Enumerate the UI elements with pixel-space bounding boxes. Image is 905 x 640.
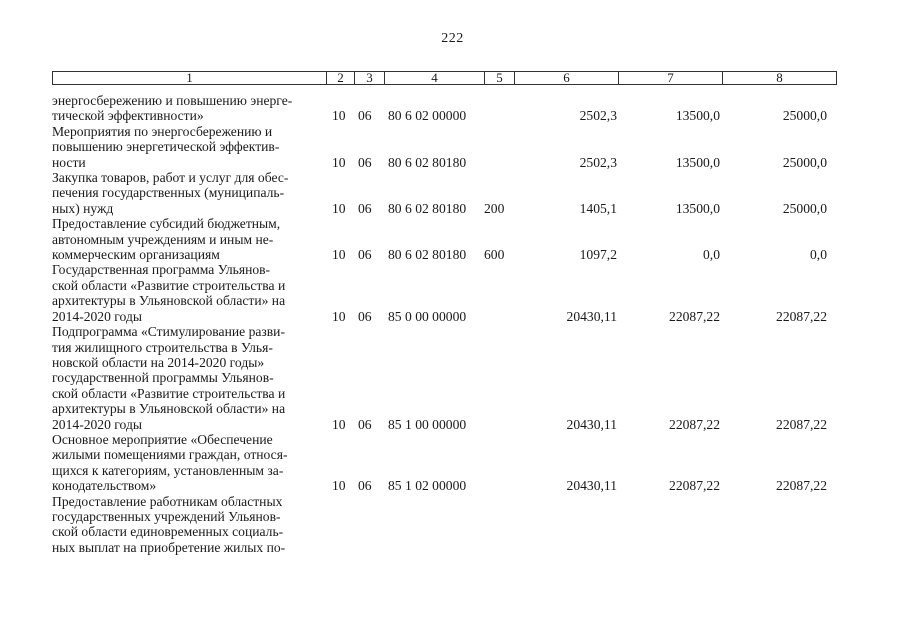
subsection-code: 06 [358, 200, 372, 216]
row-description [52, 124, 326, 170]
description-line: ных выплат на приобретение жилых по- [52, 539, 286, 555]
description-line: новской области на 2014-2020 годы» [52, 354, 265, 370]
amount-year-3: 25000,0 [782, 108, 827, 124]
amount-year-1: 1097,2 [579, 247, 617, 263]
column-header-1: 1 [53, 72, 327, 84]
table-row [52, 432, 837, 494]
subsection-code: 06 [358, 308, 372, 324]
description-line: Основное мероприятие «Обеспечение [52, 431, 273, 447]
description-line: архитектуры в Ульяновской области» на [52, 401, 286, 417]
subsection-code: 06 [358, 154, 372, 170]
amount-year-2: 13500,0 [675, 108, 720, 124]
column-header-8: 8 [776, 70, 783, 85]
target-article-code: 80 6 02 80180 [388, 200, 467, 216]
description-line: архитектуры в Ульяновской области» на [52, 293, 286, 309]
amount-year-2: 22087,22 [669, 478, 720, 494]
target-article-code: 80 6 02 00000 [388, 108, 467, 124]
subsection-code: 06 [358, 247, 372, 263]
description-line: ской области единовременных социаль- [52, 524, 284, 540]
description-line: Закупка товаров, работ и услуг для обес- [52, 170, 289, 186]
description-line: 2014-2020 годы [52, 308, 142, 324]
section-code: 10 [332, 154, 346, 170]
row-description [52, 262, 326, 324]
budget-table-body [52, 93, 837, 555]
table-row [52, 124, 837, 170]
table-row [52, 262, 837, 324]
row-description [52, 93, 326, 124]
description-line: Государственная программа Ульянов- [52, 262, 271, 278]
column-header-5: 5 [485, 72, 515, 84]
column-header-7: 7 [619, 72, 723, 84]
amount-year-3: 25000,0 [782, 200, 827, 216]
column-header-3: 3 [355, 72, 385, 84]
row-description [52, 494, 326, 556]
subsection-code: 06 [358, 108, 372, 124]
description-line: Предоставление субсидий бюджетным, [52, 216, 281, 232]
description-line: повышению энергетической эффектив- [52, 139, 280, 155]
target-article-code: 80 6 02 80180 [388, 247, 467, 263]
amount-year-3: 22087,22 [776, 416, 827, 432]
section-code: 10 [332, 478, 346, 494]
target-article-code: 80 6 02 80180 [388, 154, 467, 170]
table-row [52, 324, 837, 432]
column-header-4: 4 [385, 72, 485, 84]
description-line: государственной программы Ульянов- [52, 370, 274, 386]
column-header-6: 6 [515, 72, 619, 84]
amount-year-1: 20430,11 [566, 308, 617, 324]
target-article-code: 85 1 00 00000 [388, 416, 467, 432]
table-row [52, 216, 837, 262]
expense-type-code: 200 [484, 200, 505, 216]
description-line: печения государственных (муниципаль- [52, 185, 285, 201]
table-row [52, 170, 837, 216]
amount-year-2: 13500,0 [675, 200, 720, 216]
amount-year-3: 25000,0 [782, 154, 827, 170]
description-line: жилыми помещениями граждан, относя- [52, 447, 288, 463]
description-line: тической эффективности» [52, 108, 204, 124]
row-description [52, 432, 326, 494]
amount-year-1: 2502,3 [579, 108, 617, 124]
description-line: автономным учреждениям и иным не- [52, 231, 274, 247]
page-number: 222 [441, 31, 464, 46]
table-row [52, 494, 837, 556]
amount-year-3: 22087,22 [776, 308, 827, 324]
amount-year-2: 0,0 [703, 247, 720, 263]
amount-year-1: 2502,3 [579, 154, 617, 170]
section-code: 10 [332, 416, 346, 432]
description-line: конодательством» [52, 478, 157, 494]
description-line: Мероприятия по энергосбережению и [52, 123, 273, 139]
description-line: государственных учреждений Ульянов- [52, 508, 281, 524]
table-row [52, 93, 837, 124]
description-line: коммерческим организациям [52, 247, 220, 263]
row-description [52, 170, 326, 216]
target-article-code: 85 0 00 00000 [388, 308, 467, 324]
table-header-row [52, 71, 837, 85]
section-code: 10 [332, 108, 346, 124]
amount-year-3: 0,0 [810, 247, 827, 263]
description-line: щихся к категориям, установленным за- [52, 462, 284, 478]
description-line: 2014-2020 годы [52, 416, 142, 432]
amount-year-2: 22087,22 [669, 416, 720, 432]
amount-year-1: 20430,11 [566, 478, 617, 494]
description-line: Предоставление работникам областных [52, 493, 283, 509]
description-line: Подпрограмма «Стимулирование разви- [52, 324, 285, 340]
amount-year-2: 13500,0 [675, 154, 720, 170]
row-description [52, 216, 326, 262]
target-article-code: 85 1 02 00000 [388, 478, 467, 494]
subsection-code: 06 [358, 478, 372, 494]
expense-type-code: 600 [484, 247, 505, 263]
amount-year-1: 1405,1 [579, 200, 617, 216]
amount-year-2: 22087,22 [669, 308, 720, 324]
column-header-2: 2 [327, 72, 355, 84]
section-code: 10 [332, 247, 346, 263]
description-line: ности [52, 154, 86, 170]
section-code: 10 [332, 308, 346, 324]
description-line: ской области «Развитие строительства и [52, 385, 286, 401]
section-code: 10 [332, 200, 346, 216]
row-description [52, 324, 326, 432]
amount-year-1: 20430,11 [566, 416, 617, 432]
description-line: ных) нужд [52, 200, 114, 216]
description-line: ской области «Развитие строительства и [52, 277, 286, 293]
description-line: тия жилищного строительства в Улья- [52, 339, 273, 355]
subsection-code: 06 [358, 416, 372, 432]
amount-year-3: 22087,22 [776, 478, 827, 494]
description-line: энергосбережению и повышению энерге- [52, 93, 293, 108]
